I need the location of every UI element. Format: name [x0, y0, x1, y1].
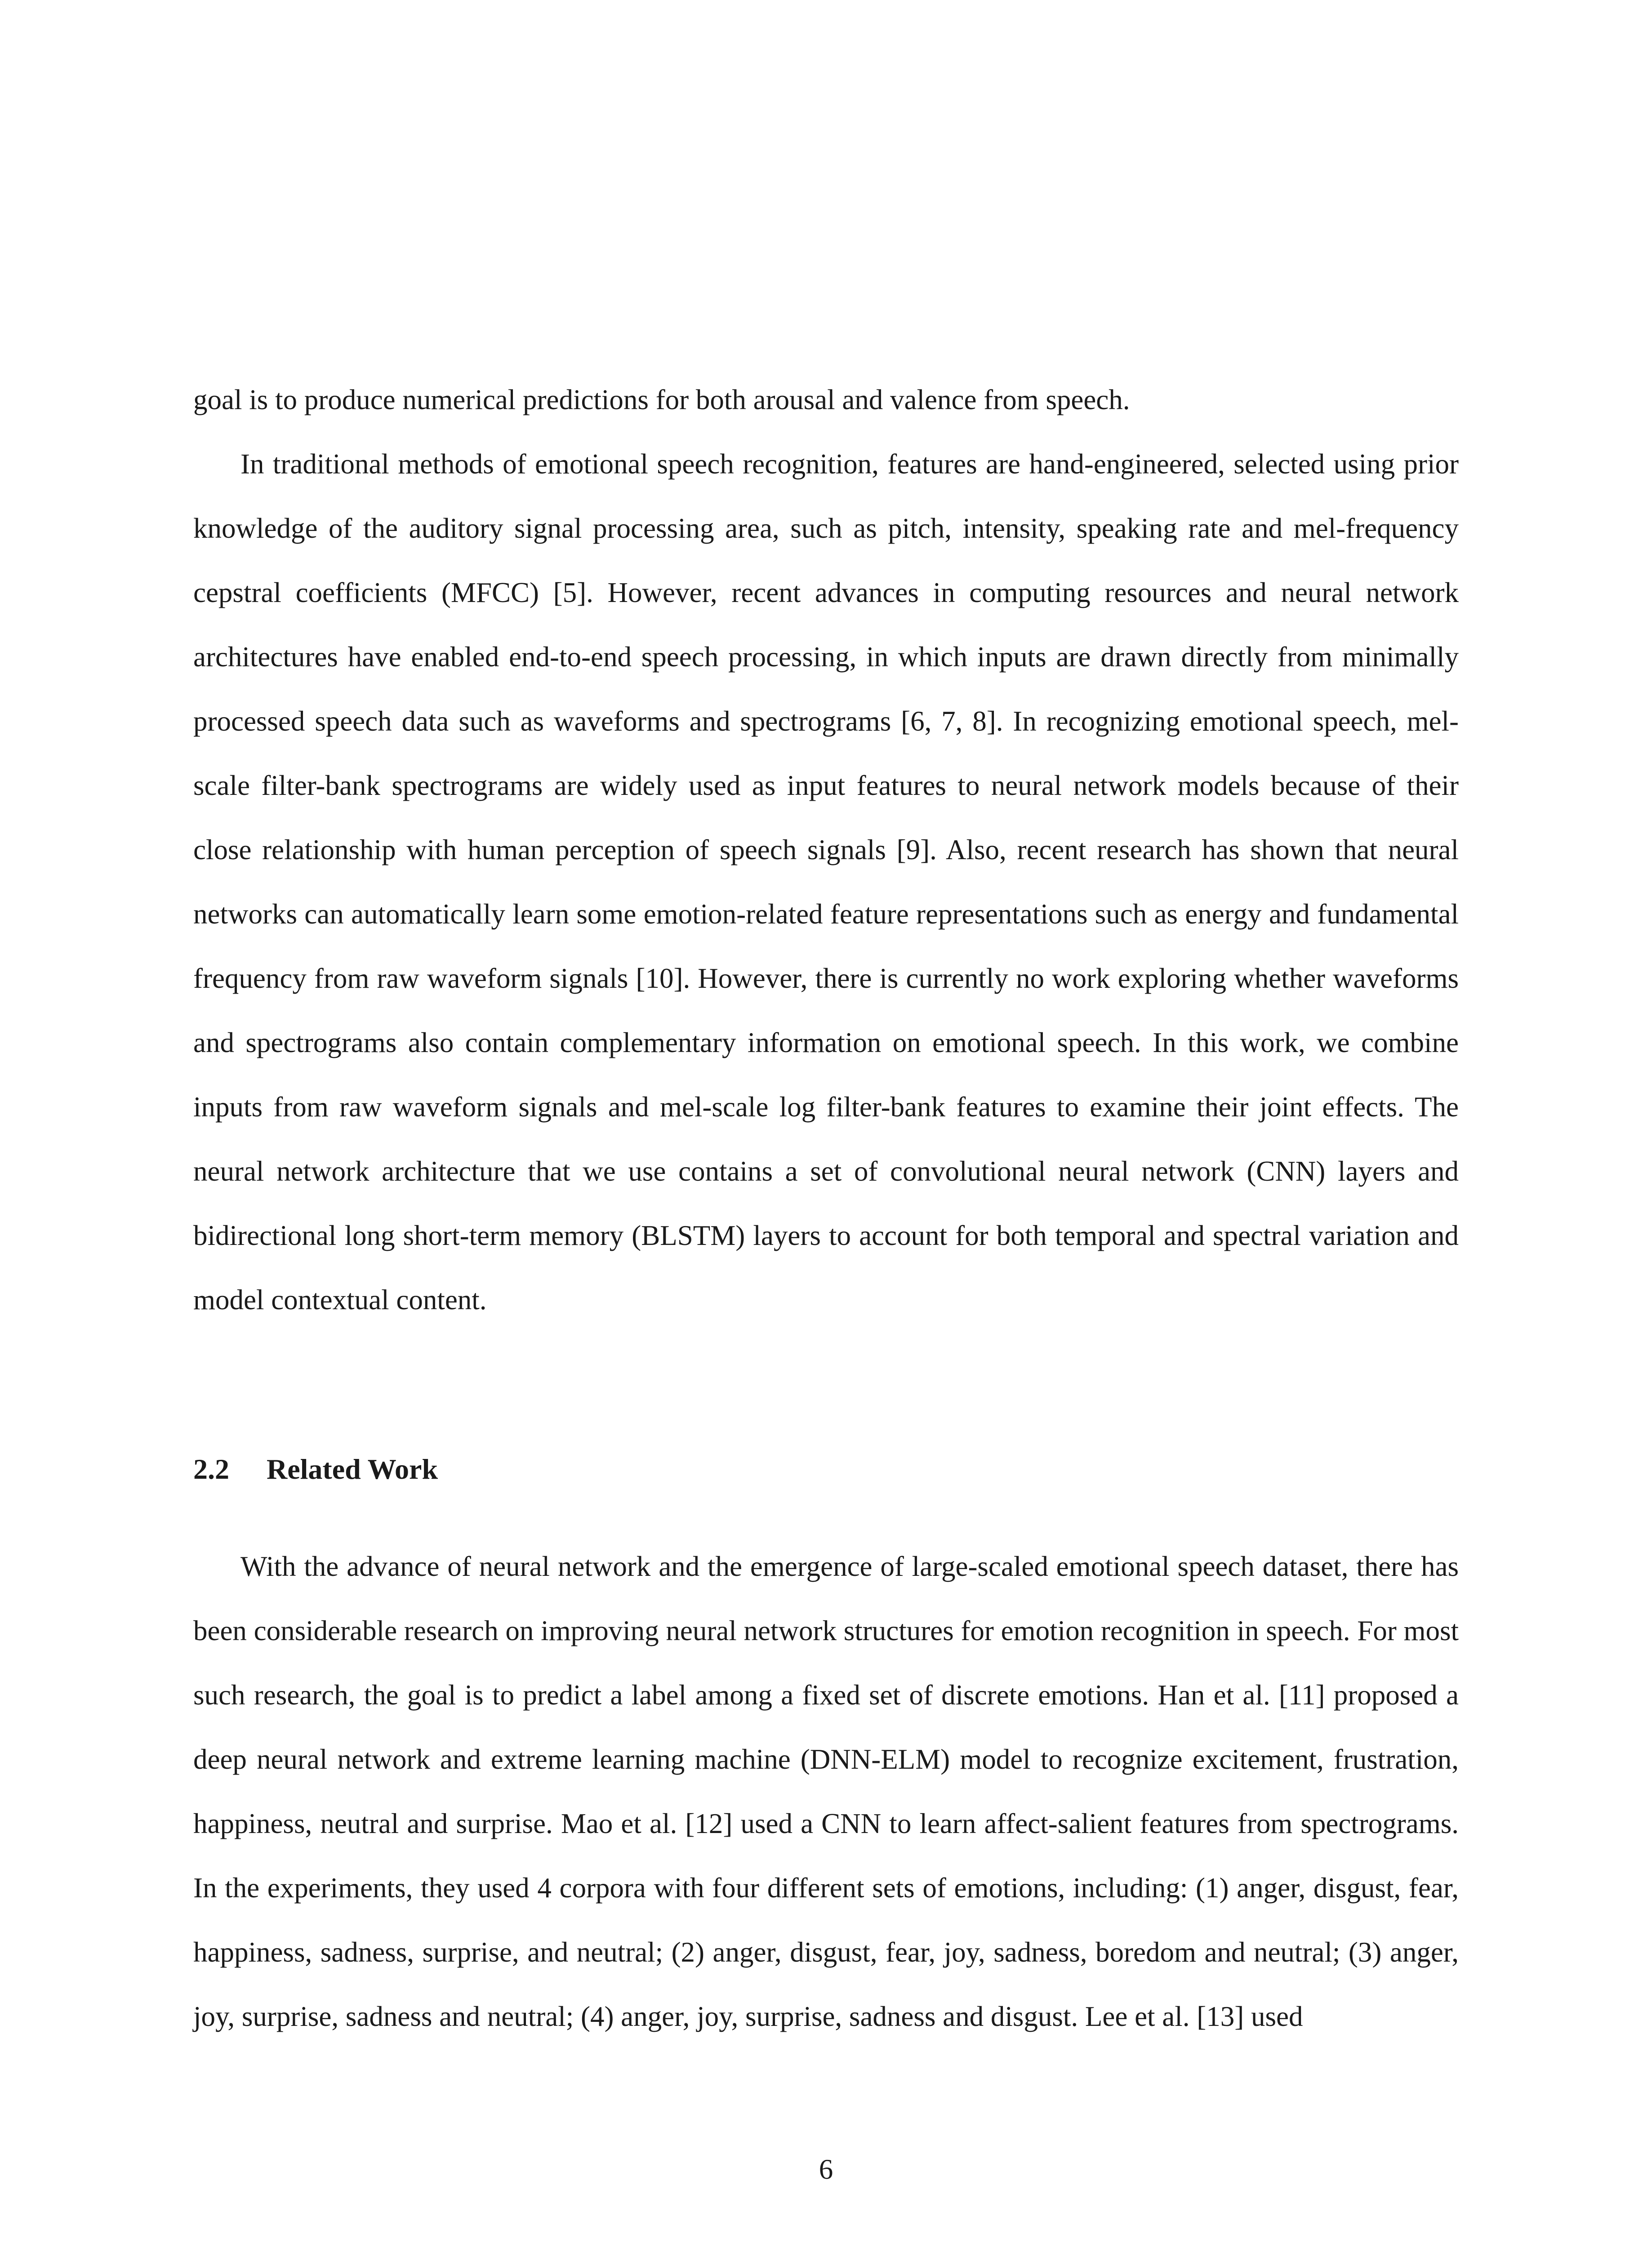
section-heading	[193, 1447, 438, 1492]
continuation-paragraph: goal is to produce numerical predictions for both arousal and valence from speech.	[193, 384, 1130, 415]
intro-section	[193, 368, 1459, 1332]
page-number: 6	[819, 2154, 833, 2185]
body-paragraph-related-work: With the advance of neural network and the emergence of large-scaled emotional speech dataset, there has been considerable research on improving neural network structures for emotion recognition in speech. For most such research, the goal is to predict a label among a fixed set of discrete emotions. Han et al. [11] proposed a deep neural network and extreme learning machine (DNN-ELM) model to recognize excitement, frustration, happiness, neutral and surprise. Mao et al. [12] used a CNN to learn affect-salient features from spectrograms. In the experiments, they used 4 corpora with four different sets of emotions, including: (1) anger, disgust, fear, happiness, sadness, surprise, and neutral; (2) anger, disgust, fear, joy, sadness, boredom and neutral; (3) anger, joy, surprise, sadness and neutral; (4) anger, joy, surprise, sadness and disgust. Lee et al. [13] used	[193, 1551, 1459, 2032]
section-title: Related Work	[267, 1453, 438, 1485]
section-number: 2.2	[193, 1453, 229, 1485]
related-work-section	[193, 1534, 1459, 2049]
body-paragraph-traditional-methods: In traditional methods of emotional speech recognition, features are hand-engineered, selected using prior knowledge of the auditory signal processing area, such as pitch, intensity, speaking rate and mel-frequency cepstral coefficients (MFCC) [5]. However, recent advances in computing resources and neural network architectures have enabled end-to-end speech processing, in which inputs are drawn directly from minimally processed speech data such as waveforms and spectrograms [6, 7, 8]. In recognizing emotional speech, mel-scale filter-bank spectrograms are widely used as input features to neural network models because of their close relationship with human perception of speech signals [9]. Also, recent research has shown that neural networks can automatically learn some emotion-related feature representations such as energy and fundamental frequency from raw waveform signals [10]. However, there is currently no work exploring whether waveforms and spectrograms also contain complementary information on emotional speech. In this work, we combine inputs from raw waveform signals and mel-scale log filter-bank features to examine their joint effects. The neural network architecture that we use contains a set of convolutional neural network (CNN) layers and bidirectional long short-term memory (BLSTM) layers to account for both temporal and spectral variation and model contextual content.	[193, 448, 1459, 1316]
